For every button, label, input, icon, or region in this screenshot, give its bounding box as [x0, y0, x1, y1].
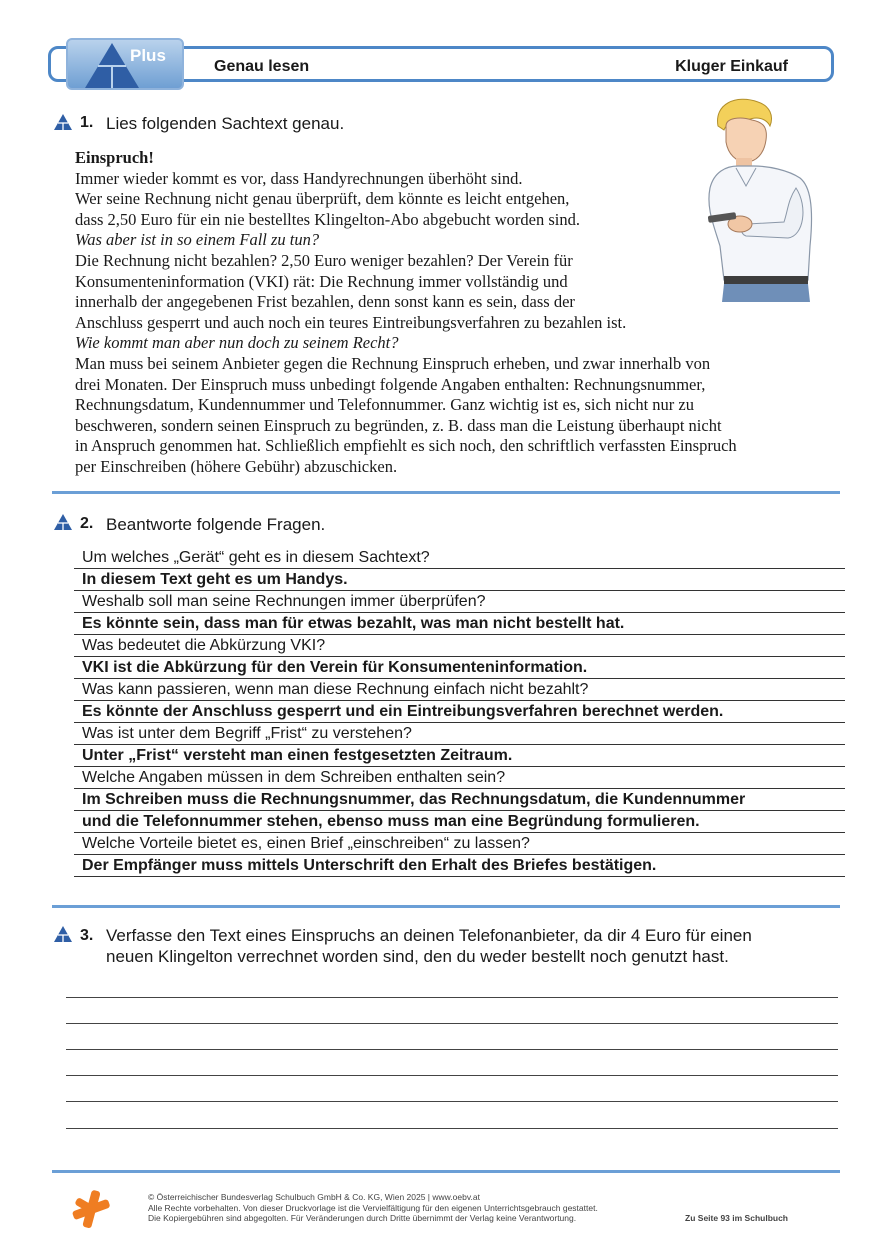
task-2-number: 2. — [80, 515, 94, 532]
text-line: beschweren, sondern seinen Einspruch zu begründen, z. B. dass man die Leistung überhaupt nicht — [75, 415, 722, 435]
text-line: per Einschreiben (höhere Gebühr) abzuschicken. — [75, 456, 398, 476]
footer-line-2: Alle Rechte vorbehalten. Von dieser Druckvorlage ist die Vervielfältigung für den eigenen Unterrichtsgebrauch gestattet. — [148, 1202, 598, 1213]
task-1-instruction: Lies folgenden Sachtext genau. — [106, 114, 345, 133]
writing-line[interactable] — [66, 1101, 838, 1102]
task-level-icon — [53, 513, 73, 531]
text-question-line: Wie kommt man aber nun doch zu seinem Recht? — [75, 333, 399, 353]
footer-line-3: Die Kopiergebühren sind abgegolten. Für Veränderungen durch Dritte übernimmt der Verlag keine Verantwortung. — [148, 1213, 577, 1223]
header-left-title: Genau lesen — [214, 58, 310, 75]
factual-text — [75, 148, 815, 478]
text-line: Man muss bei seinem Anbieter gegen die Rechnung Einspruch erheben, und zwar innerhalb von — [75, 353, 711, 373]
question-line: Was kann passieren, wenn man diese Rechnung einfach nicht bezahlt? — [74, 679, 845, 701]
text-question-line: Was aber ist in so einem Fall zu tun? — [75, 230, 320, 250]
text-line: dass 2,50 Euro für ein nie bestelltes Klingelton-Abo abgebucht worden sind. — [75, 209, 580, 229]
question-line: Welche Angaben müssen in dem Schreiben enthalten sein? — [74, 767, 845, 789]
text-title: Einspruch! — [75, 148, 154, 167]
text-line: Immer wieder kommt es vor, dass Handyrechnungen überhöht sind. — [75, 168, 523, 188]
question-answer-list — [74, 547, 845, 877]
page-reference: Zu Seite 93 im Schulbuch — [685, 1213, 788, 1223]
writing-line[interactable] — [66, 1128, 838, 1129]
writing-line[interactable] — [66, 1049, 838, 1050]
writing-line[interactable] — [66, 997, 838, 998]
text-line: in Anspruch genommen hat. Schließlich empfiehlt es sich noch, den schriftlich verfassten Einspruch — [75, 436, 737, 456]
text-line: Wer seine Rechnung nicht genau überprüft, dem könnte es leicht entgehen, — [75, 189, 570, 209]
answer-line[interactable]: Im Schreiben muss die Rechnungsnummer, das Rechnungsdatum, die Kundennummer — [74, 789, 845, 811]
plus-logo — [66, 38, 184, 90]
text-line: Anschluss gesperrt und auch noch ein teures Eintreibungsverfahren zu bezahlen ist. — [75, 312, 627, 332]
footer-copyright — [148, 1192, 598, 1224]
answer-line[interactable]: Es könnte der Anschluss gesperrt und ein Eintreibungsverfahren berechnet werden. — [74, 701, 845, 723]
task-1-number: 1. — [80, 114, 94, 131]
text-line: Rechnungsdatum, Kundennummer und Telefonnummer. Ganz wichtig ist es, sich nicht nur zu — [75, 395, 694, 415]
footer-line-1: © Österreichischer Bundesverlag Schulbuch GmbH & Co. KG, Wien 2025 | www.oebv.at — [148, 1192, 480, 1202]
section-divider — [52, 491, 840, 494]
text-line: Die Rechnung nicht bezahlen? 2,50 Euro weniger bezahlen? Der Verein für — [75, 250, 573, 270]
publisher-logo-icon — [70, 1188, 112, 1230]
answer-line[interactable]: VKI ist die Abkürzung für den Verein für Konsumenteninformation. — [74, 657, 845, 679]
question-line: Was ist unter dem Begriff „Frist“ zu verstehen? — [74, 723, 845, 745]
answer-line[interactable]: und die Telefonnummer stehen, ebenso muss man eine Begründung formulieren. — [74, 811, 845, 833]
task-3-instruction-line1: Verfasse den Text eines Einspruchs an deinen Telefonanbieter, da dir 4 Euro für einen — [106, 926, 752, 945]
task-3-instruction-line2: neuen Klingelton verrechnet worden sind, den du weder bestellt noch genutzt hast. — [106, 947, 729, 966]
task-2-instruction: Beantworte folgende Fragen. — [106, 515, 326, 534]
question-line: Weshalb soll man seine Rechnungen immer überprüfen? — [74, 591, 845, 613]
logo-text: Plus — [130, 46, 166, 65]
question-line: Um welches „Gerät“ geht es in diesem Sachtext? — [74, 547, 845, 569]
writing-line[interactable] — [66, 1075, 838, 1076]
task-level-icon — [53, 925, 73, 943]
question-line: Welche Vorteile bietet es, einen Brief „einschreiben“ zu lassen? — [74, 833, 845, 855]
footer-divider — [52, 1170, 840, 1173]
answer-line[interactable]: Der Empfänger muss mittels Unterschrift den Erhalt des Briefes bestätigen. — [74, 855, 845, 877]
task-3-number: 3. — [80, 927, 94, 944]
writing-line[interactable] — [66, 1023, 838, 1024]
question-line: Was bedeutet die Abkürzung VKI? — [74, 635, 845, 657]
text-lines — [75, 169, 815, 478]
text-line: Konsumenteninformation (VKI) rät: Die Rechnung immer vollständig und — [75, 271, 568, 291]
answer-line[interactable]: In diesem Text geht es um Handys. — [74, 569, 845, 591]
section-divider — [52, 905, 840, 908]
header-right-title: Kluger Einkauf — [675, 58, 788, 75]
answer-line[interactable]: Unter „Frist“ versteht man einen festgesetzten Zeitraum. — [74, 745, 845, 767]
task-level-icon — [53, 113, 73, 131]
text-line: drei Monaten. Der Einspruch muss unbedingt folgende Angaben enthalten: Rechnungsnummer, — [75, 374, 706, 394]
text-line: innerhalb der angegebenen Frist bezahlen, denn sonst kann es sein, dass der — [75, 292, 575, 312]
answer-line[interactable]: Es könnte sein, dass man für etwas bezahlt, was man nicht bestellt hat. — [74, 613, 845, 635]
triangle-logo-icon — [68, 40, 184, 90]
